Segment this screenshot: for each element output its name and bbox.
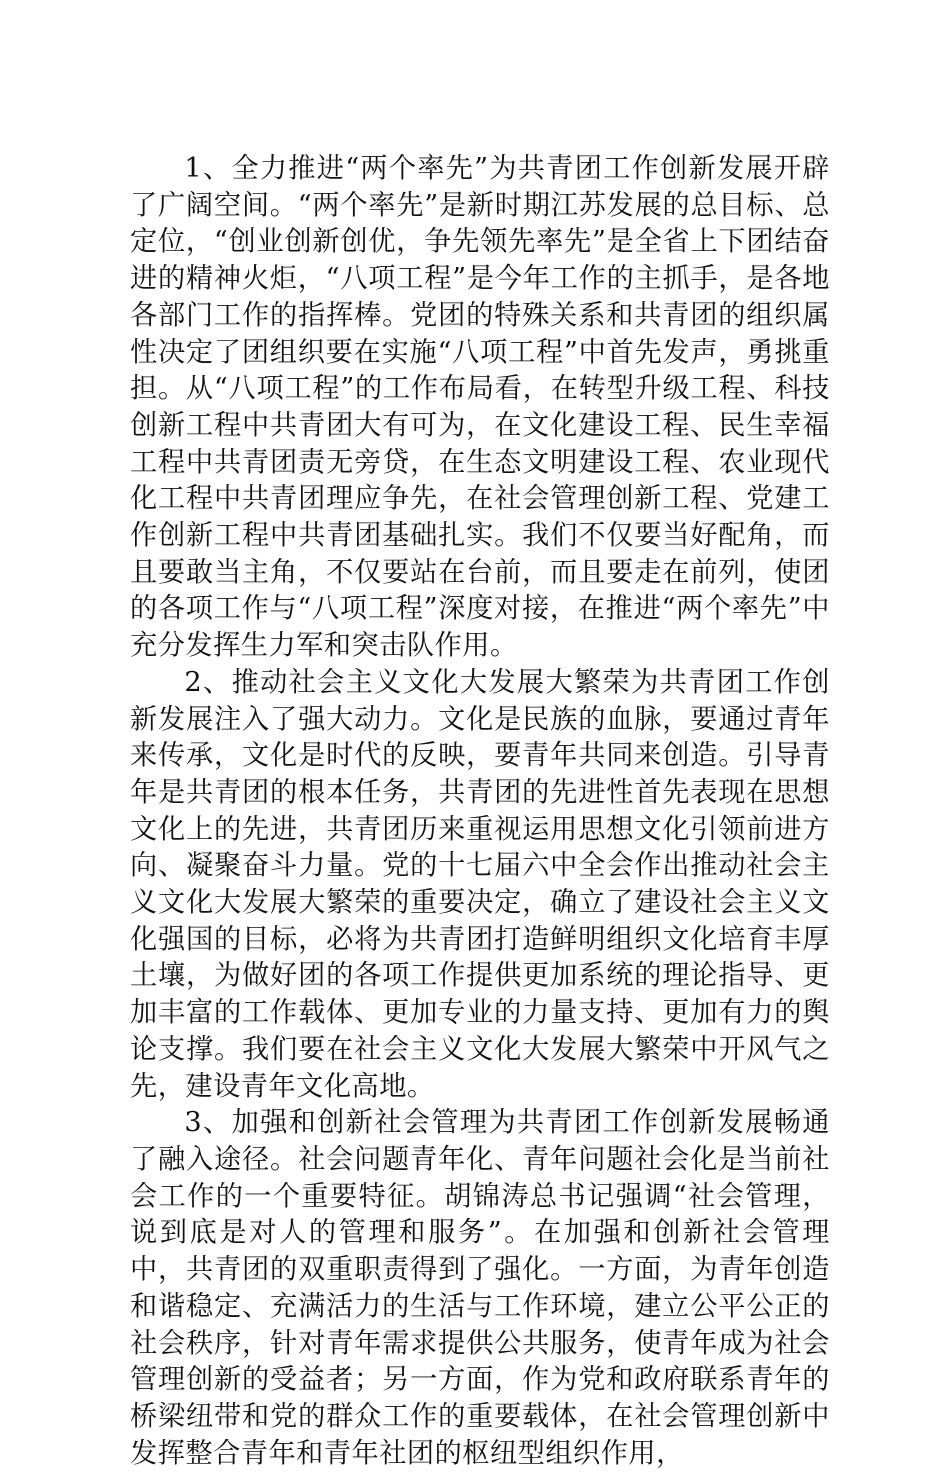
paragraph-3: 3、加强和创新社会管理为共青团工作创新发展畅通了融入途径。社会问题青年化、青年问题社会化是当前社会工作的一个重要特征。胡锦涛总书记强调“社会管理，说到底是对人的管理和服务”。在加强和创新社会管理中，共青团的双重职责得到了强化。一方面，为青年创造和谐稳定、充满活力的生活与工作环境，建立公平公正的社会秩序，针对青年需求提供公共服务，使青年成为社会管理创新的受益者；另一方面，作为党和政府联系青年的桥梁纽带和党的群众工作的重要载体，在社会管理创新中发挥整合青年和青年社团的枢纽型组织作用， bbox=[130, 1107, 830, 1469]
paragraph-1: 1、全力推进“两个率先”为共青团工作创新发展开辟了广阔空间。“两个率先”是新时期江苏发展的总目标、总定位，“创业创新创优，争先领先率先”是全省上下团结奋进的精神火炬，“八项工程”是今年工作的主抓手，是各地各部门工作的指挥棒。党团的特殊关系和共青团的组织属性决定了团组织要在实施“八项工程”中首先发声，勇挑重担。从“八项工程”的工作布局看，在转型升级工程、科技创新工程中共青团大有可为，在文化建设工程、民生幸福工程中共青团责无旁贷，在生态文明建设工程、农业现代化工程中共青团理应争先，在社会管理创新工程、党建工作创新工程中共青团基础扎实。我们不仅要当好配角，而且要敢当主角，不仅要站在台前，而且要走在前列，使团的各项工作与“八项工程”深度对接，在推进“两个率先”中充分发挥生力军和突击队作用。 bbox=[130, 153, 830, 662]
paragraph-2: 2、推动社会主义文化大发展大繁荣为共青团工作创新发展注入了强大动力。文化是民族的血脉，要通过青年来传承，文化是时代的反映，要青年共同来创造。引导青年是共青团的根本任务，共青团的先进性首先表现在思想文化上的先进，共青团历来重视运用思想文化引领前进方向、凝聚奋斗力量。党的十七届六中全会作出推动社会主义文化大发展大繁荣的重要决定，确立了建设社会主义文化强国的目标，必将为共青团打造鲜明组织文化培育丰厚土壤，为做好团的各项工作提供更加系统的理论指导、更加丰富的工作载体、更加专业的力量支持、更加有力的舆论支撑。我们要在社会主义文化大发展大繁荣中开风气之先，建设青年文化高地。 bbox=[130, 666, 830, 1102]
document-body bbox=[130, 151, 830, 1472]
